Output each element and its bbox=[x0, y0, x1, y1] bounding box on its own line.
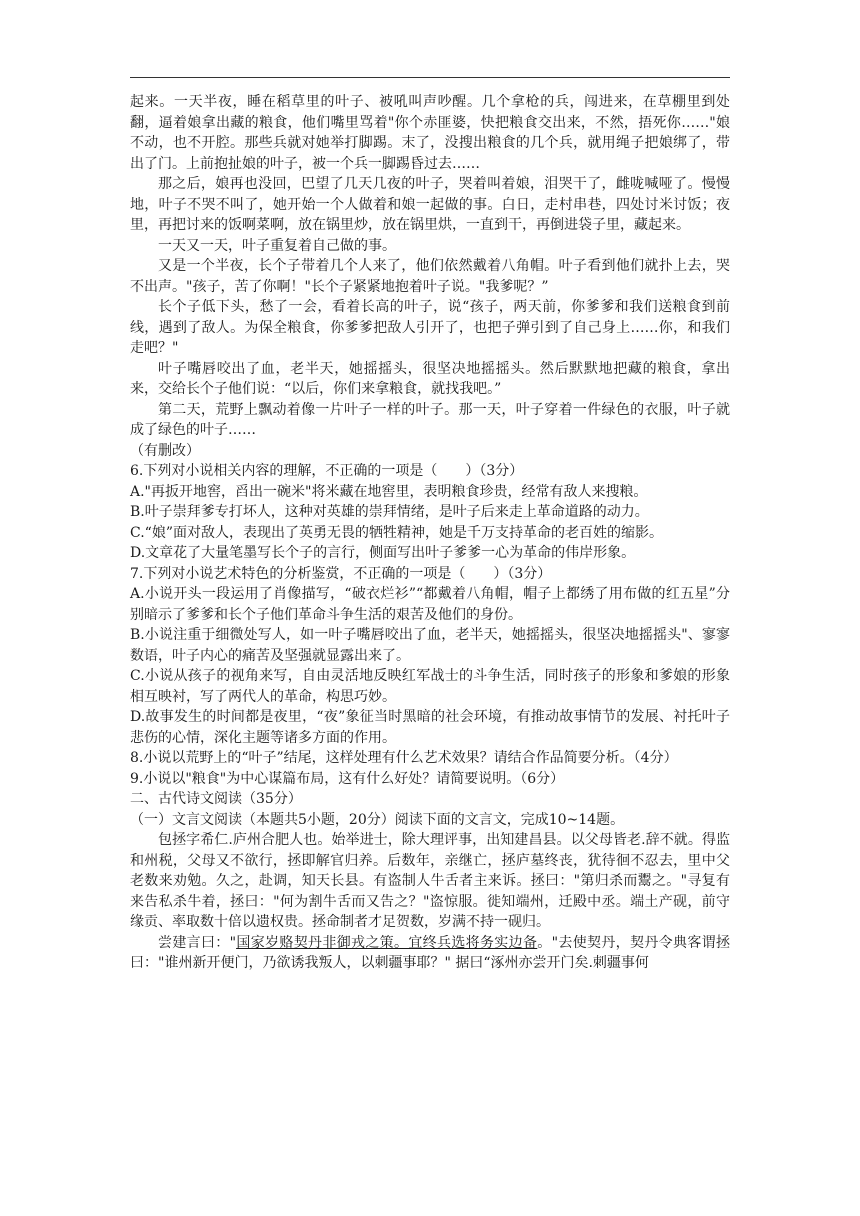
classical-text: 尝建言曰：" bbox=[158, 934, 237, 951]
question-7-option-a: A.小说开头一段运用了肖像描写，“破衣烂衫”“都戴着八角帽，帽子上都绣了用布做的红五星”分别暗示了爹爹和长个子他们革命斗争生活的艰苦及他们的身份。 bbox=[130, 586, 730, 623]
classical-paragraph bbox=[130, 933, 730, 974]
question-7-option-b: B.小说注重于细微处写人，如一叶子嘴唇咬出了血，老半天，她摇摇头，很坚决地摇摇头"、寥寥数语，叶子内心的痛苦及坚强就显露出来了。 bbox=[130, 627, 730, 664]
section-subheading: （一）文言文阅读（本题共5小题，20分）阅读下面的文言文，完成10~14题。 bbox=[130, 811, 625, 828]
question-6-option-b: B.叶子崇拜爹专打坏人，这种对英雄的崇拜情绪，是叶子后来走上革命道路的动力。 bbox=[130, 504, 649, 520]
classical-text: 。"去使契丹，契丹令典客谓拯曰："谁州新开便门，乃欲诱我叛人，以刺疆事耶？" 据曰“涿州亦尝开门矣.刺疆事何 bbox=[130, 934, 730, 971]
question-6-option-c: C.“娘”面对敌人，表现出了英勇无畏的牺牲精神，她是千万支持革命的老百姓的缩影。 bbox=[130, 524, 663, 541]
question-6-option-d: D.文章花了大量笔墨写长个子的言行，侧面写出叶子爹爹一心为革命的伟岸形象。 bbox=[130, 545, 636, 561]
header-rule bbox=[130, 77, 730, 78]
classical-paragraph: 包拯字希仁.庐州合肥人也。始举进士，除大理评事，出知建昌县。以父母皆老.辞不就。得监和州税，父母又不欲行，拯即解官归养。后数年，亲继亡，拯庐墓终丧，犹待徊不忍去，里中父老数来劝勉。久之，赴调，知天长县。有盗制人牛舌者主来诉。拯曰："第归杀而鬻之。"寻复有来告私杀牛着，拯曰："何为割牛舌而又告之？"盗惊服。徙知端州，迁殿中丞。端土产砚，前守缘贡、率取数十倍以遗权贵。拯命制者才足贺数，岁满不持一砚归。 bbox=[130, 832, 730, 930]
underlined-sentence: 国家岁赂契丹非御戎之策。宜终兵选将务实边备 bbox=[236, 934, 538, 951]
story-paragraph: 又是一个半夜，长个子带着几个人来了，他们依然戴着八角帽。叶子看到他们就扑上去，哭不出声。"孩子，苦了你啊！"长个子紧紧地抱着叶子说。"我爹呢？” bbox=[130, 258, 730, 295]
question-6-option-a: A."再扳开地窖，舀出一碗米"将米藏在地窖里，表明粮食珍贵，经常有敌人来搜粮。 bbox=[130, 483, 648, 500]
revision-note: （有删改） bbox=[130, 442, 200, 459]
story-paragraph: 起来。一天半夜，睡在稻草里的叶子、被吼叫声吵醒。几个拿枪的兵，闯进来，在草棚里到处翻，逼着娘拿出藏的粮食，他们嘴里骂着"你个赤匪婆，快把粮食交出来，不然，捂死你……"娘不动，也不开腔。那些兵就对她举打脚踢。末了，没搜出粮食的几个兵，就用绳子把娘绑了，带出了门。上前抱扯娘的叶子，被一个兵一脚踢昏过去…… bbox=[130, 94, 730, 172]
question-7-option-d: D.故事发生的时间都是夜里，“夜”象征当时黑暗的社会环境，有推动故事情节的发展、衬托叶子悲伤的心情，深化主题等诸多方面的作用。 bbox=[130, 709, 730, 746]
question-9: 9.小说以"粮食"为中心谋篇布局，这有什么好处？请简要说明。（6分） bbox=[130, 770, 565, 787]
story-paragraph: 长个子低下头，愁了一会，看着长高的叶子，说“孩子，两天前，你爹爹和我们送粮食到前线，遇到了敌人。为保全粮食，你爹爹把敌人引开了，也把子弹引到了自己身上……你，和我们走吧？" bbox=[130, 299, 730, 356]
document-body bbox=[130, 92, 730, 974]
story-paragraph: 那之后，娘再也没回，巴望了几天几夜的叶子，哭着叫着娘，泪哭干了，雌咙喊哑了。慢慢地，叶子不哭不叫了，她开始一个人做着和娘一起做的事。白日，走村串巷，四处讨米讨饭；夜里，再把讨来的饭啊菜啊，放在锅里炒，放在锅里烘，一直到干，再倒进袋子里，藏起来。 bbox=[130, 176, 730, 233]
question-6: 6.下列对小说相关内容的理解，不正确的一项是（ ）（3分） bbox=[130, 463, 524, 479]
story-paragraph: 叶子嘴唇咬出了血，老半天，她摇摇头，很坚决地摇摇头。然后默默地把藏的粮食，拿出来，交给长个子他们说：“以后，你们来拿粮食，就找我吧。” bbox=[130, 360, 730, 397]
story-paragraph: 第二天，荒野上飘动着像一片叶子一样的叶子。那一天，叶子穿着一件绿色的衣服，叶子就成了绿色的叶子…… bbox=[130, 401, 730, 438]
question-7: 7.下列对小说艺术特色的分析鉴赏，不正确的一项是（ ）（3分） bbox=[130, 565, 552, 582]
section-heading: 二、古代诗文阅读（35分） bbox=[130, 791, 302, 807]
question-7-option-c: C.小说从孩子的视角来写，自由灵活地反映红军战士的斗争生活，同时孩子的形象和爹娘的形象相互映衬，写了两代人的革命，构思巧妙。 bbox=[130, 668, 730, 705]
question-8: 8.小说以荒野上的“叶子”结尾，这样处理有什么艺术效果？请结合作品简要分析。（4分） bbox=[130, 750, 678, 766]
story-paragraph: 一天又一天，叶子重复着自己做的事。 bbox=[158, 237, 396, 254]
